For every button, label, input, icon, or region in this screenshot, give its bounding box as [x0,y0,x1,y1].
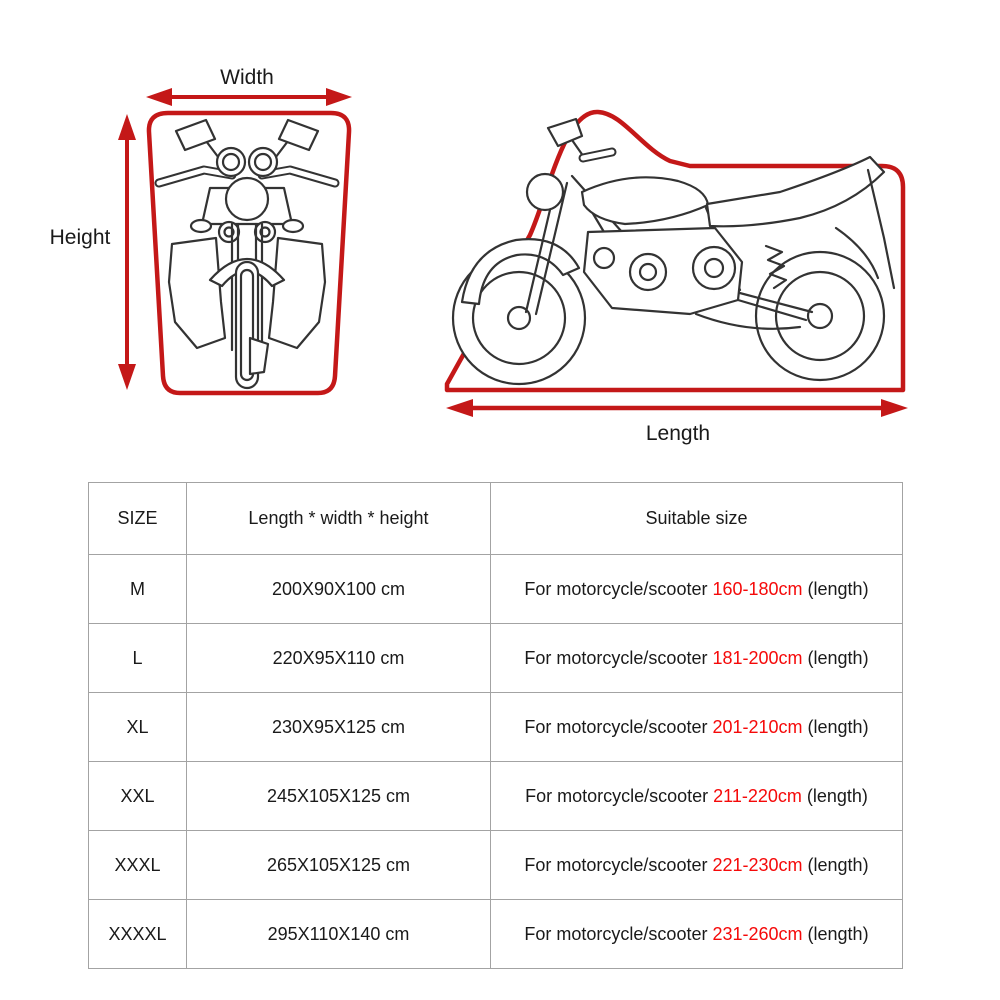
side-view-diagram [446,112,908,445]
size-cell: L [89,624,187,693]
size-row-xxxxl [89,900,903,969]
dimensions-cell: 230X95X125 cm [187,693,491,762]
suitable-suffix: (length) [802,578,869,599]
suitable-cell [491,555,903,624]
suitable-prefix: For motorcycle/scooter [525,785,714,806]
suitable-range: 211-220cm [713,785,802,806]
suitable-range: 231-260cm [712,923,803,944]
size-table-header-row [89,483,903,555]
size-cell: XXL [89,762,187,831]
size-table [88,482,903,969]
suitable-suffix: (length) [802,647,869,668]
suitable-suffix: (length) [802,923,869,944]
height-label: Height [49,226,111,249]
dimensions-cell: 245X105X125 cm [187,762,491,831]
size-cell: XXXXL [89,900,187,969]
suitable-cell [491,762,903,831]
size-cell: XXXL [89,831,187,900]
suitable-suffix: (length) [802,716,869,737]
suitable-prefix: For motorcycle/scooter [524,923,713,944]
dimensions-cell: 200X90X100 cm [187,555,491,624]
size-row-l [89,624,903,693]
size-row-xxl [89,762,903,831]
suitable-cell [491,900,903,969]
side-motorcycle-line-art [453,119,894,384]
cover-dimension-diagram [0,0,1000,470]
width-arrow-icon [146,88,352,106]
suitable-range: 160-180cm [712,578,803,599]
dimensions-cell: 295X110X140 cm [187,900,491,969]
suitable-cell [491,624,903,693]
suitable-suffix: (length) [802,854,869,875]
dimensions-cell: 220X95X110 cm [187,624,491,693]
suitable-cell [491,693,903,762]
header-size: SIZE [89,483,187,555]
height-arrow-icon [118,114,136,390]
size-row-xxxl [89,831,903,900]
front-motorcycle-line-art [159,120,335,388]
length-arrow-icon [446,399,908,417]
suitable-range: 181-200cm [712,647,803,668]
suitable-range: 201-210cm [712,716,803,737]
size-cell: M [89,555,187,624]
width-label: Width [220,66,274,89]
size-cell: XL [89,693,187,762]
size-row-m [89,555,903,624]
suitable-prefix: For motorcycle/scooter [524,647,713,668]
size-row-xl [89,693,903,762]
front-view-diagram [50,66,352,393]
suitable-cell [491,831,903,900]
suitable-suffix: (length) [801,785,868,806]
suitable-prefix: For motorcycle/scooter [524,716,713,737]
dimensions-cell: 265X105X125 cm [187,831,491,900]
header-dimensions: Length * width * height [187,483,491,555]
suitable-prefix: For motorcycle/scooter [524,854,713,875]
header-suitable: Suitable size [491,483,903,555]
suitable-range: 221-230cm [712,854,803,875]
length-label: Length [645,422,711,445]
suitable-prefix: For motorcycle/scooter [524,578,713,599]
